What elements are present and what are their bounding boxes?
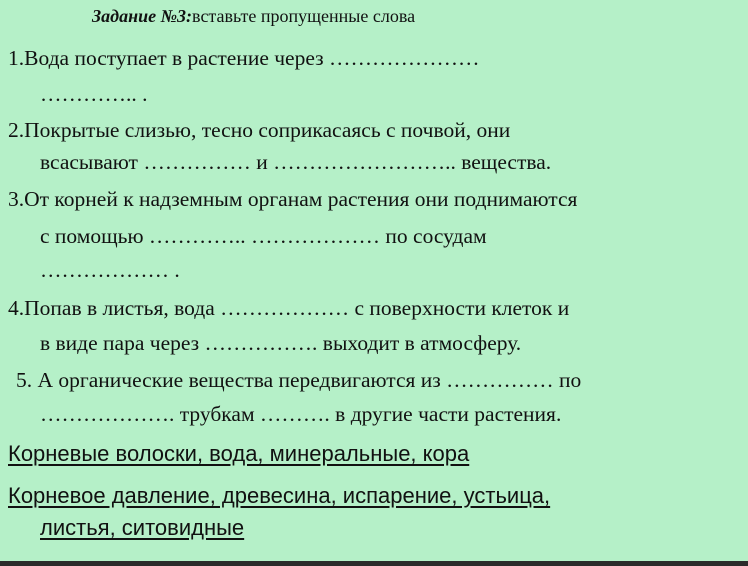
question-3-line-2: с помощью ………….. ……………… по сосудам <box>40 224 487 248</box>
question-1-line-2: ………….. . <box>40 82 148 106</box>
answer-line-3: листья, ситовидные <box>40 515 245 540</box>
task-instruction: вставьте пропущенные слова <box>192 6 416 26</box>
question-4-line-1: 4.Попав в листья, вода ……………… с поверхности клеток и <box>8 296 570 320</box>
question-5-line-1: 5. А органические вещества передвигаются из …………… по <box>16 368 582 392</box>
question-2-line-2: всасывают …………… и …………………….. вещества. <box>40 150 552 174</box>
question-3-line-1: 3.От корней к надземным органам растения они поднимаются <box>8 187 578 211</box>
answer-line-1: Корневые волоски, вода, минеральные, кора <box>8 441 470 466</box>
answer-line-2: Корневое давление, древесина, испарение, устьица, <box>8 483 551 508</box>
question-4-line-2: в виде пара через ……………. выходит в атмосферу. <box>40 331 522 355</box>
question-5-line-2: ………………. трубкам ………. в другие части растения. <box>40 402 562 426</box>
task-number: Задание №3: <box>92 6 193 26</box>
bottom-border <box>0 561 748 566</box>
question-3-line-3: ……………… . <box>40 258 180 282</box>
task-title <box>92 6 415 27</box>
question-1-line-1: 1.Вода поступает в растение через ………………… <box>8 46 480 70</box>
question-2-line-1: 2.Покрытые слизью, тесно соприкасаясь с почвой, они <box>8 118 511 142</box>
